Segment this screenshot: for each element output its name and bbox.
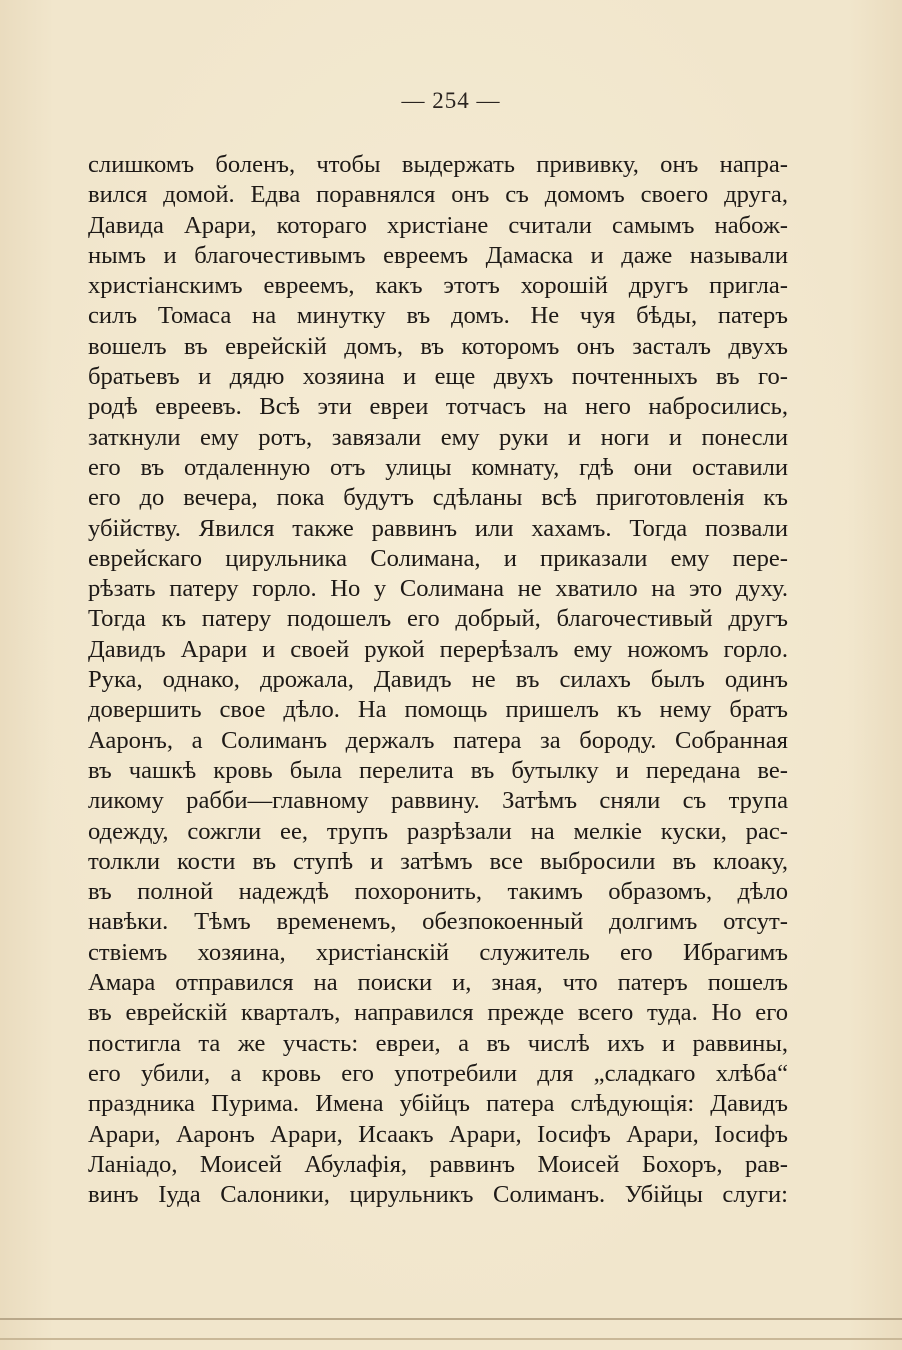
text-line: убійству. Явился также раввинъ или хахамъ. Тогда позвали [88, 514, 788, 542]
text-line: ликому рабби—главному раввину. Затѣмъ сняли съ трупа [88, 787, 788, 815]
text-line: въ еврейскій кварталъ, направился прежде всего туда. Но его [88, 999, 788, 1027]
text-line: его въ отдаленную отъ улицы комнату, гдѣ они оставили [88, 453, 788, 481]
text-line: толкли кости въ ступѣ и затѣмъ все выбросили въ клоаку, [88, 847, 788, 875]
text-line: Давида Арари, котораго христіане считали самымъ набож- [88, 211, 788, 239]
text-line: винъ Іуда Салоники, цирульникъ Солиманъ. Убійцы слуги: [88, 1181, 788, 1209]
text-line: довершить свое дѣло. На помощь пришелъ къ нему братъ [88, 696, 788, 724]
text-line: родѣ евреевъ. Всѣ эти евреи тотчасъ на него набросились, [88, 393, 788, 421]
text-line: въ полной надеждѣ похоронить, такимъ образомъ, дѣло [88, 878, 788, 906]
text-line: Давидъ Арари и своей рукой перерѣзалъ ему ножомъ горло. [88, 635, 788, 663]
text-line: ствіемъ хозяина, христіанскій служитель его Ибрагимъ [88, 938, 788, 966]
text-line: одежду, сожгли ее, трупъ разрѣзали на мелкіе куски, рас- [88, 817, 788, 845]
text-line: въ чашкѣ кровь была перелита въ бутылку и передана ве- [88, 756, 788, 784]
text-body [88, 150, 788, 1210]
text-line: вился домой. Едва поравнялся онъ съ домомъ своего друга, [88, 181, 788, 209]
text-line: постигла та же участь: евреи, а въ числѣ ихъ и раввины, [88, 1029, 788, 1057]
text-line: Ааронъ, а Солиманъ держалъ патера за бороду. Собранная [88, 726, 788, 754]
text-line: заткнули ему ротъ, завязали ему руки и ноги и понесли [88, 423, 788, 451]
text-line: слишкомъ боленъ, чтобы выдержать прививку, онъ напра- [88, 151, 788, 178]
text-line: нымъ и благочестивымъ евреемъ Дамаска и даже называли [88, 241, 788, 269]
text-line: навѣки. Тѣмъ временемъ, обезпокоенный долгимъ отсут- [88, 908, 788, 936]
text-line: Арари, Ааронъ Арари, Исаакъ Арари, Іосифъ Арари, Іосифъ [88, 1120, 788, 1148]
text-line: вошелъ въ еврейскій домъ, въ которомъ онъ засталъ двухъ [88, 332, 788, 360]
text-line: его до вечера, пока будутъ сдѣланы всѣ приготовленія къ [88, 484, 788, 512]
text-line: Ланіадо, Моисей Абулафія, раввинъ Моисей Бохоръ, рав- [88, 1150, 788, 1178]
text-line: силъ Томаса на минутку въ домъ. Не чуя бѣды, патеръ [88, 302, 788, 330]
text-line: братьевъ и дядю хозяина и еще двухъ почтенныхъ въ го- [88, 363, 788, 391]
page-edge-divider [0, 1318, 902, 1320]
text-line: еврейскаго цирульника Солимана, и приказали ему пере- [88, 544, 788, 572]
text-line: праздника Пурима. Имена убійцъ патера слѣдующія: Давидъ [88, 1090, 788, 1118]
page-edge-divider [0, 1338, 902, 1340]
text-line: рѣзать патеру горло. Но у Солимана не хватило на это духу. [88, 575, 788, 603]
text-line: Рука, однако, дрожала, Давидъ не въ силахъ былъ одинъ [88, 666, 788, 694]
page-number: — 254 — [401, 88, 501, 113]
text-line: Амара отправился на поиски и, зная, что патеръ пошелъ [88, 969, 788, 997]
text-line: Тогда къ патеру подошелъ его добрый, благочестивый другъ [88, 605, 788, 633]
text-line: христіанскимъ евреемъ, какъ этотъ хорошій другъ пригла- [88, 272, 788, 300]
text-line: его убили, а кровь его употребили для „сладкаго хлѣба“ [88, 1059, 788, 1087]
